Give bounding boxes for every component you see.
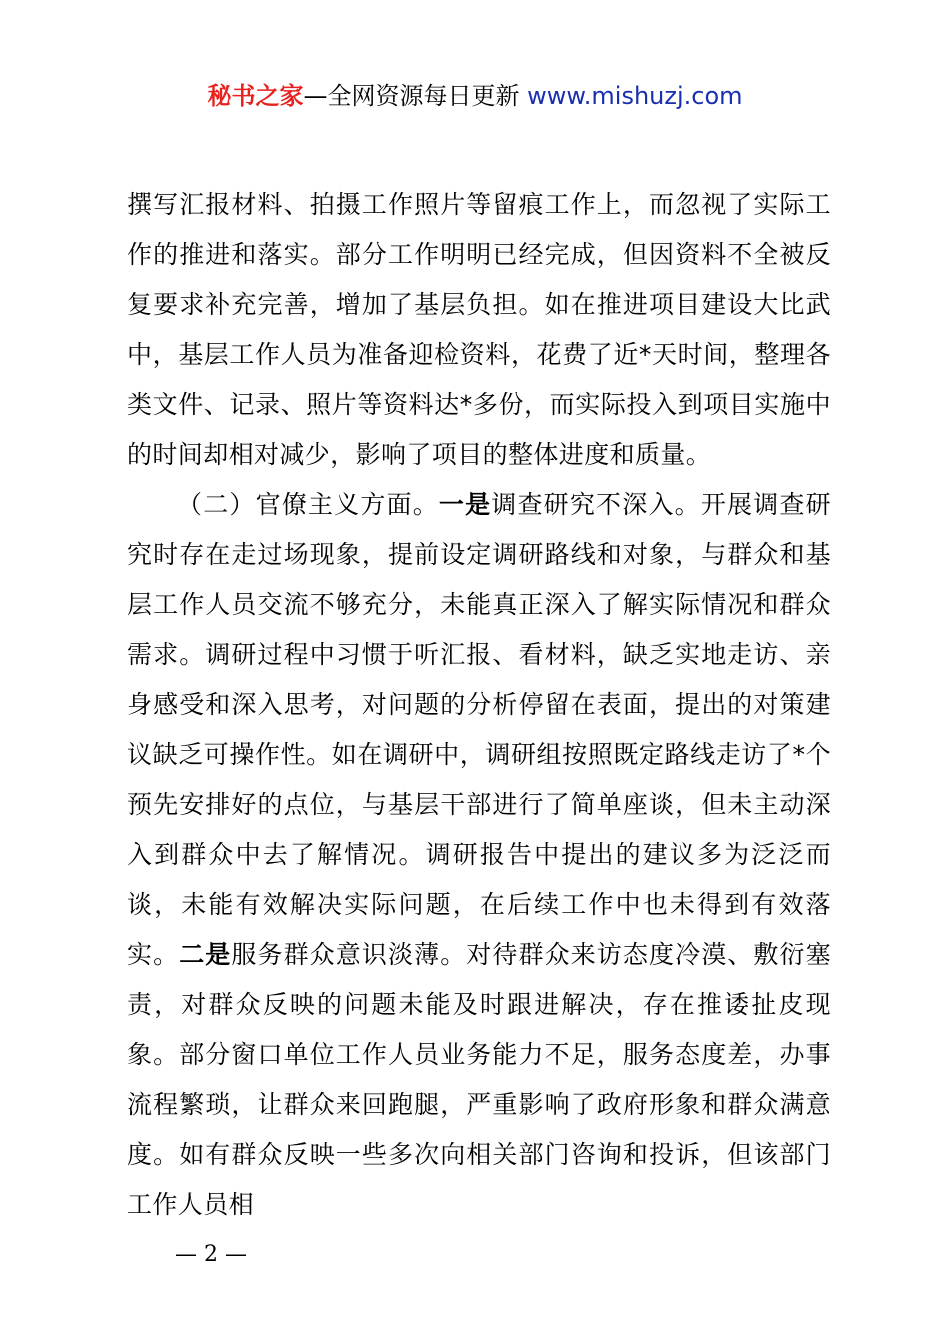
page-number: — 2 — [175, 1242, 247, 1267]
paragraph-bureaucratism [127, 480, 831, 1230]
section-heading: （二）官僚主义方面。 [177, 490, 439, 519]
document-body [127, 180, 831, 1230]
point-one-label: 一是 [438, 490, 492, 519]
paragraph-continued: 撰写汇报材料、拍摄工作照片等留痕工作上，而忽视了实际工作的推进和落实。部分工作明明已经完成，但因资料不全被反复要求补充完善，增加了基层负担。如在推进项目建设大比武中，基层工作人员为准备迎检资料，花费了近*天时间，整理各类文件、记录、照片等资料达*多份，而实际投入到项目实施中的时间却相对减少，影响了项目的整体进度和质量。 [127, 190, 831, 469]
header-url[interactable]: www.mishuzj.com [527, 82, 743, 110]
site-header [0, 80, 950, 112]
point-one-text: 调查研究不深入。开展调查研究时存在走过场现象，提前设定调研路线和对象，与群众和基层工作人员交流不够充分，未能真正深入了解实际情况和群众需求。调研过程中习惯于听汇报、看材料，缺乏实地走访、亲身感受和深入思考，对问题的分析停留在表面，提出的对策建议缺乏可操作性。如在调研中，调研组按照既定路线走访了*个预先安排好的点位，与基层干部进行了简单座谈，但未主动深入到群众中去了解情况。调研报告中提出的建议多为泛泛而谈，未能有效解决实际问题，在后续工作中也未得到有效落实。 [127, 490, 831, 969]
header-brand: 秘书之家 [207, 82, 304, 110]
point-two-label: 二是 [179, 940, 232, 969]
header-tagline: —全网资源每日更新 [303, 82, 528, 110]
point-two-text: 服务群众意识淡薄。对待群众来访态度冷漠、敷衍塞责，对群众反映的问题未能及时跟进解决，存在推诿扯皮现象。部分窗口单位工作人员业务能力不足，服务态度差，办事流程繁琐，让群众来回跑腿，严重影响了政府形象和群众满意度。如有群众反映一些多次向相关部门咨询和投诉，但该部门工作人员相 [127, 940, 831, 1219]
